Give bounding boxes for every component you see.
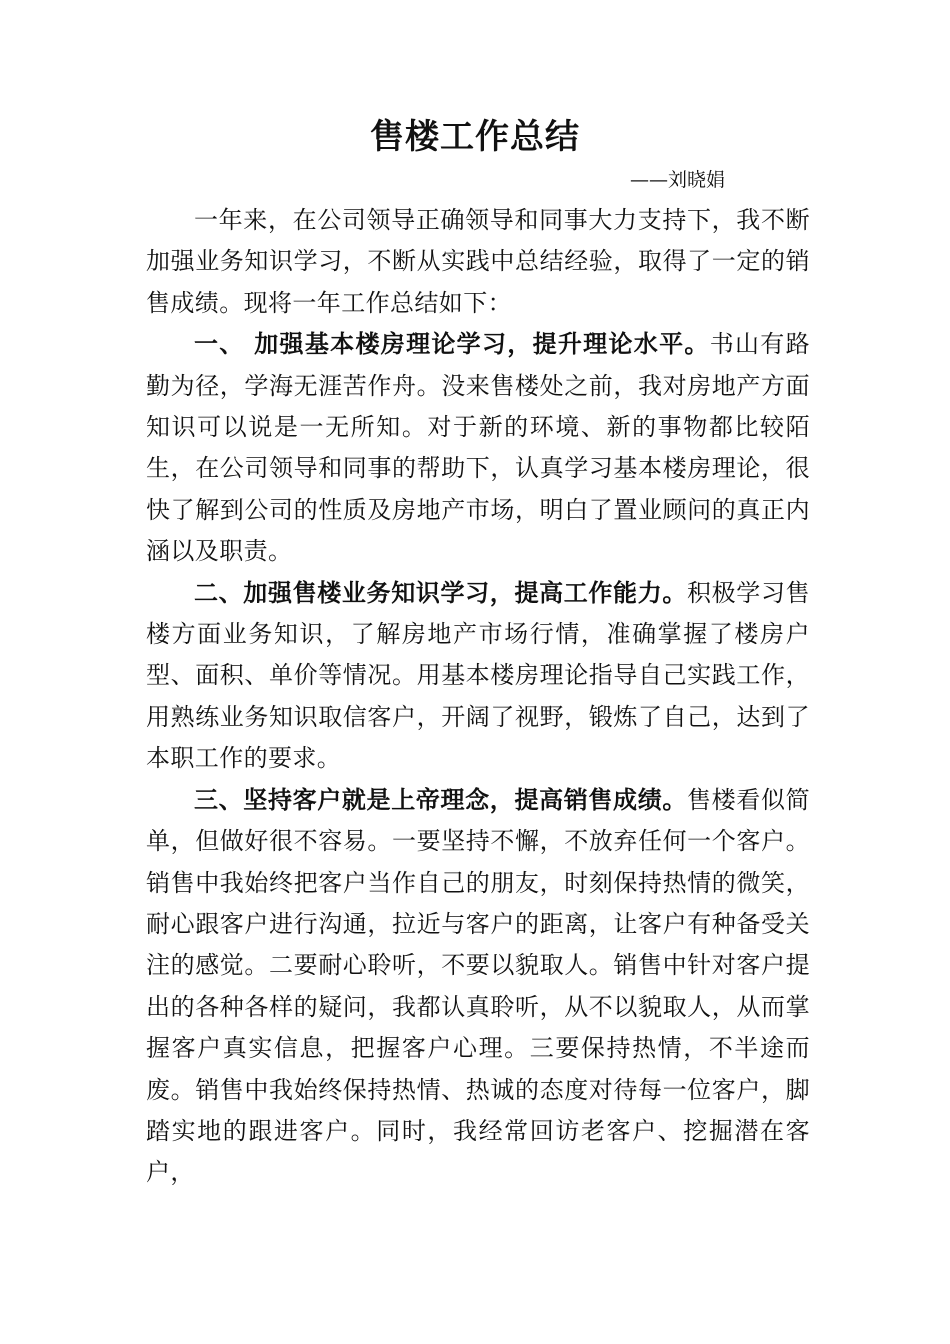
section-text-2: 积极学习售楼方面业务知识，了解房地产市场行情，准确掌握了楼房户型、面积、单价等情况。用基本楼房理论指导自己实践工作，用熟练业务知识取信客户，开阔了视野，锻炼了自己，达到了本职工作的要求。: [146, 578, 810, 773]
section-text-1: 书山有路勤为径，学海无涯苦作舟。没来售楼处之前，我对房地产方面知识可以说是一无所知。对于新的环境、新的事物都比较陌生，在公司领导和同事的帮助下，认真学习基本楼房理论，很快了解到公司的性质及房地产市场，明白了置业顾问的真正内涵以及职责。: [146, 330, 810, 566]
section-text-3: 售楼看似简单，但做好很不容易。一要坚持不懈，不放弃任何一个客户。销售中我始终把客户当作自己的朋友，时刻保持热情的微笑，耐心跟客户进行沟通，拉近与客户的距离，让客户有种备受关注的感觉。二要耐心聆听，不要以貌取人。销售中针对客户提出的各种各样的疑问，我都认真聆听，从不以貌取人，从而掌握客户真实信息，把握客户心理。三要保持热情，不半途而废。销售中我始终保持热情、热诚的态度对待每一位客户，脚踏实地的跟进客户。同时，我经常回访老客户、挖掘潜在客户，: [146, 785, 810, 1187]
section-paragraph-1: [146, 324, 810, 572]
section-paragraph-2: [146, 573, 810, 780]
document-body: [146, 200, 810, 1194]
document-author: ——刘晓娟: [630, 169, 726, 191]
section-heading-2: 二、加强售楼业务知识学习，提高工作能力。: [194, 578, 687, 607]
intro-paragraph: 一年来，在公司领导正确领导和同事大力支持下，我不断加强业务知识学习，不断从实践中总结经验，取得了一定的销售成绩。现将一年工作总结如下：: [146, 206, 810, 317]
section-heading-1: 一、 加强基本楼房理论学习，提升理论水平。: [194, 330, 710, 359]
section-heading-3: 三、坚持客户就是上帝理念，提高销售成绩。: [194, 785, 687, 814]
section-paragraph-3: [146, 780, 810, 1194]
document-title: 售楼工作总结: [370, 117, 580, 157]
